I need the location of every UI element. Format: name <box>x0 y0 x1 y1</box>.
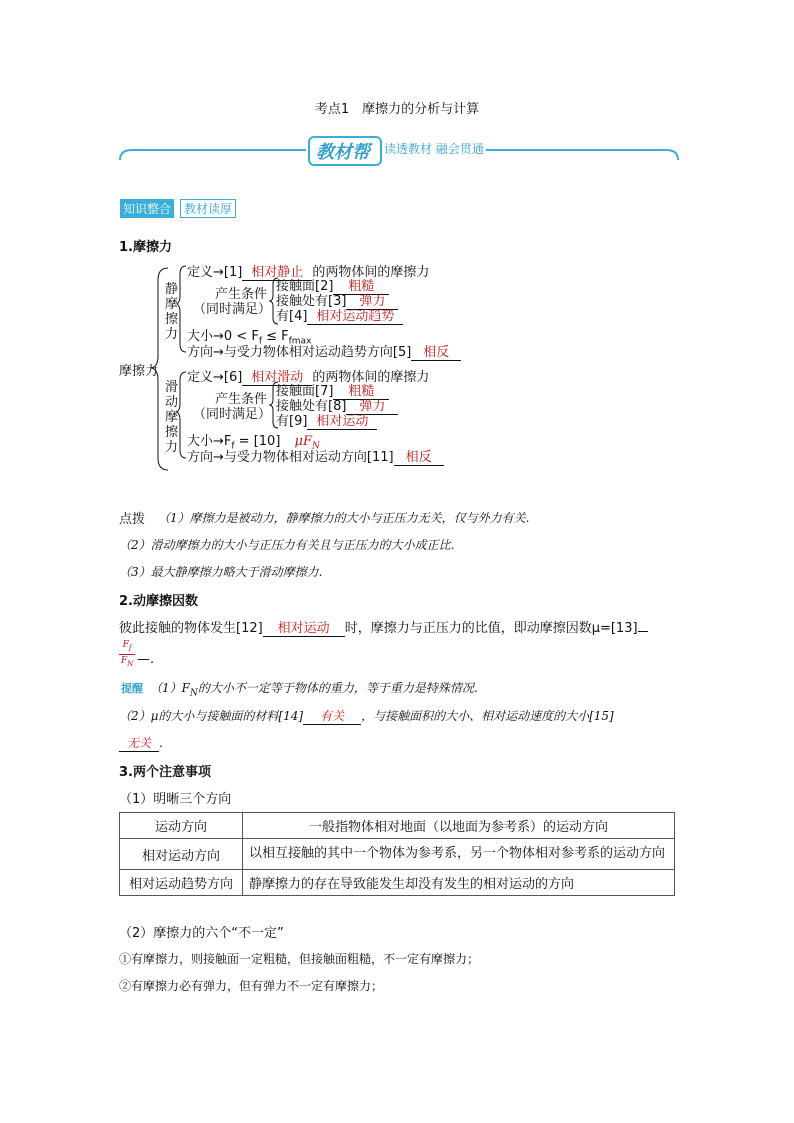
text: 定义→[6] <box>187 370 243 385</box>
text: μF <box>294 434 312 449</box>
answer-11: 相反 <box>394 446 444 466</box>
tag-textbook: 教材读厚 <box>180 199 236 218</box>
text: 有[9] <box>276 414 308 429</box>
text: 有[4] <box>276 309 308 324</box>
table-value: 静摩擦力的存在导致能发生却没有发生的相对运动的方向 <box>243 870 675 896</box>
subscript: f <box>128 643 132 652</box>
answer-5: 相反 <box>411 341 461 361</box>
text: （2）μ的大小与接触面的材料[14] <box>119 709 304 723</box>
fraction-tail: —. <box>137 652 155 667</box>
s3-sub-1: （1）明晰三个方向 <box>119 792 232 807</box>
text: ，与接触面积的大小、相对运动速度的大小[15] <box>361 709 614 723</box>
remind-1 <box>150 679 478 698</box>
subscript: N <box>127 659 134 668</box>
s3-item-2: ②有摩擦力必有弹力，但有弹力不一定有摩擦力； <box>119 979 384 993</box>
answer-7: 粗糙 <box>333 380 389 400</box>
kinetic-direction <box>187 446 444 466</box>
tip-3: （3）最大静摩擦力略大于滑动摩擦力. <box>119 565 323 579</box>
text: 方向→与受力物体相对运动方向[11] <box>187 450 394 465</box>
text: 接触面[2] <box>276 279 334 294</box>
subscript: N <box>189 688 198 699</box>
table-row <box>120 870 675 896</box>
page-title: 考点1 摩擦力的分析与计算 <box>314 102 480 117</box>
table-key: 相对运动方向 <box>120 839 243 870</box>
table-value: 一般指物体相对地面（以地面为参考系）的运动方向 <box>243 813 675 839</box>
answer-1: 相对静止 <box>242 261 312 281</box>
answer-14: 有关 <box>303 707 361 725</box>
text: 接触面[7] <box>276 384 334 399</box>
remind-label: 提醒 <box>121 682 143 695</box>
table-key: 相对运动趋势方向 <box>120 870 243 896</box>
cond-label-a-2: 产生条件 <box>215 392 268 407</box>
answer-2: 粗糙 <box>333 275 389 295</box>
tips-label: 点拨 <box>119 512 146 527</box>
kinetic-cond-3 <box>276 410 377 430</box>
blank <box>638 631 648 632</box>
answer-15: 无关 <box>119 734 159 752</box>
table-row <box>120 813 675 839</box>
static-direction <box>187 341 461 361</box>
tip-2: （2）滑动摩擦力的大小与正压力有关且与正压力的大小成正比. <box>119 538 455 552</box>
text: 彼此接触的物体发生[12] <box>119 621 263 636</box>
s2-paragraph <box>119 617 648 637</box>
text: 时，摩擦力与正压力的比值，即动摩擦因数μ=[13] <box>344 621 638 636</box>
answer-4: 相对运动趋势 <box>307 305 403 325</box>
root-label: 摩擦力 <box>119 364 159 379</box>
table-value: 以相互接触的其中一个物体为参考系，另一个物体相对参考系的运动方向 <box>243 839 675 870</box>
s3-item-1: ①有摩擦力，则接触面一定粗糙，但接触面粗糙，不一定有摩擦力； <box>119 952 480 966</box>
tip-1: （1）摩擦力是被动力，静摩擦力的大小与正压力无关，仅与外力有关. <box>158 511 530 525</box>
answer-13-fraction <box>119 639 135 670</box>
text: = [10] <box>234 434 281 449</box>
subscript: f <box>258 336 262 347</box>
subscript: N <box>312 441 320 452</box>
text: 定义→[1] <box>187 265 243 280</box>
tag-knowledge: 知识整合 <box>120 199 174 218</box>
remind-2 <box>119 707 614 725</box>
banner-label: 教材帮 <box>316 142 370 163</box>
text: 的两物体间的摩擦力 <box>312 265 430 280</box>
answer-9: 相对运动 <box>307 410 377 430</box>
banner-subtitle: 读透教材 融会贯通 <box>384 142 484 156</box>
table-row <box>120 839 675 870</box>
cond-label-b-2: （同时满足） <box>193 407 272 422</box>
text: 接触处有[8] <box>276 399 347 414</box>
text: 大小→0 < F <box>187 329 259 344</box>
text: F <box>120 655 128 666</box>
table-key: 运动方向 <box>120 813 243 839</box>
answer-3: 弹力 <box>346 290 398 310</box>
answer-8: 弹力 <box>346 395 398 415</box>
section-1-heading: 1.摩擦力 <box>119 240 172 255</box>
subscript: fmax <box>288 336 312 347</box>
answer-12: 相对运动 <box>263 617 345 637</box>
s3-sub-2: （2）摩擦力的六个“不一定” <box>119 926 284 941</box>
text: . <box>159 736 163 750</box>
text: 方向→与受力物体相对运动趋势方向[5] <box>187 345 412 360</box>
answer-6: 相对滑动 <box>242 366 312 386</box>
directions-table <box>119 812 675 896</box>
kinetic-label: 滑动摩擦力 <box>165 380 179 455</box>
section-2-heading: 2.动摩擦因数 <box>119 594 198 609</box>
text: 的大小不一定等于物体的重力，等于重力是特殊情况. <box>197 681 478 695</box>
text: 大小→F <box>187 434 232 449</box>
text: F <box>122 640 129 650</box>
subscript: f <box>231 441 235 452</box>
text: ≤ F <box>261 329 289 344</box>
static-cond-3 <box>276 305 403 325</box>
text: （1）F <box>150 681 190 695</box>
cond-label-a: 产生条件 <box>215 287 268 302</box>
section-3-heading: 3.两个注意事项 <box>119 765 211 780</box>
cond-label-b: （同时满足） <box>193 302 272 317</box>
remind-2-cont <box>119 734 163 752</box>
static-label: 静摩擦力 <box>165 282 179 342</box>
text: 接触处有[3] <box>276 294 347 309</box>
text: 的两物体间的摩擦力 <box>312 370 430 385</box>
